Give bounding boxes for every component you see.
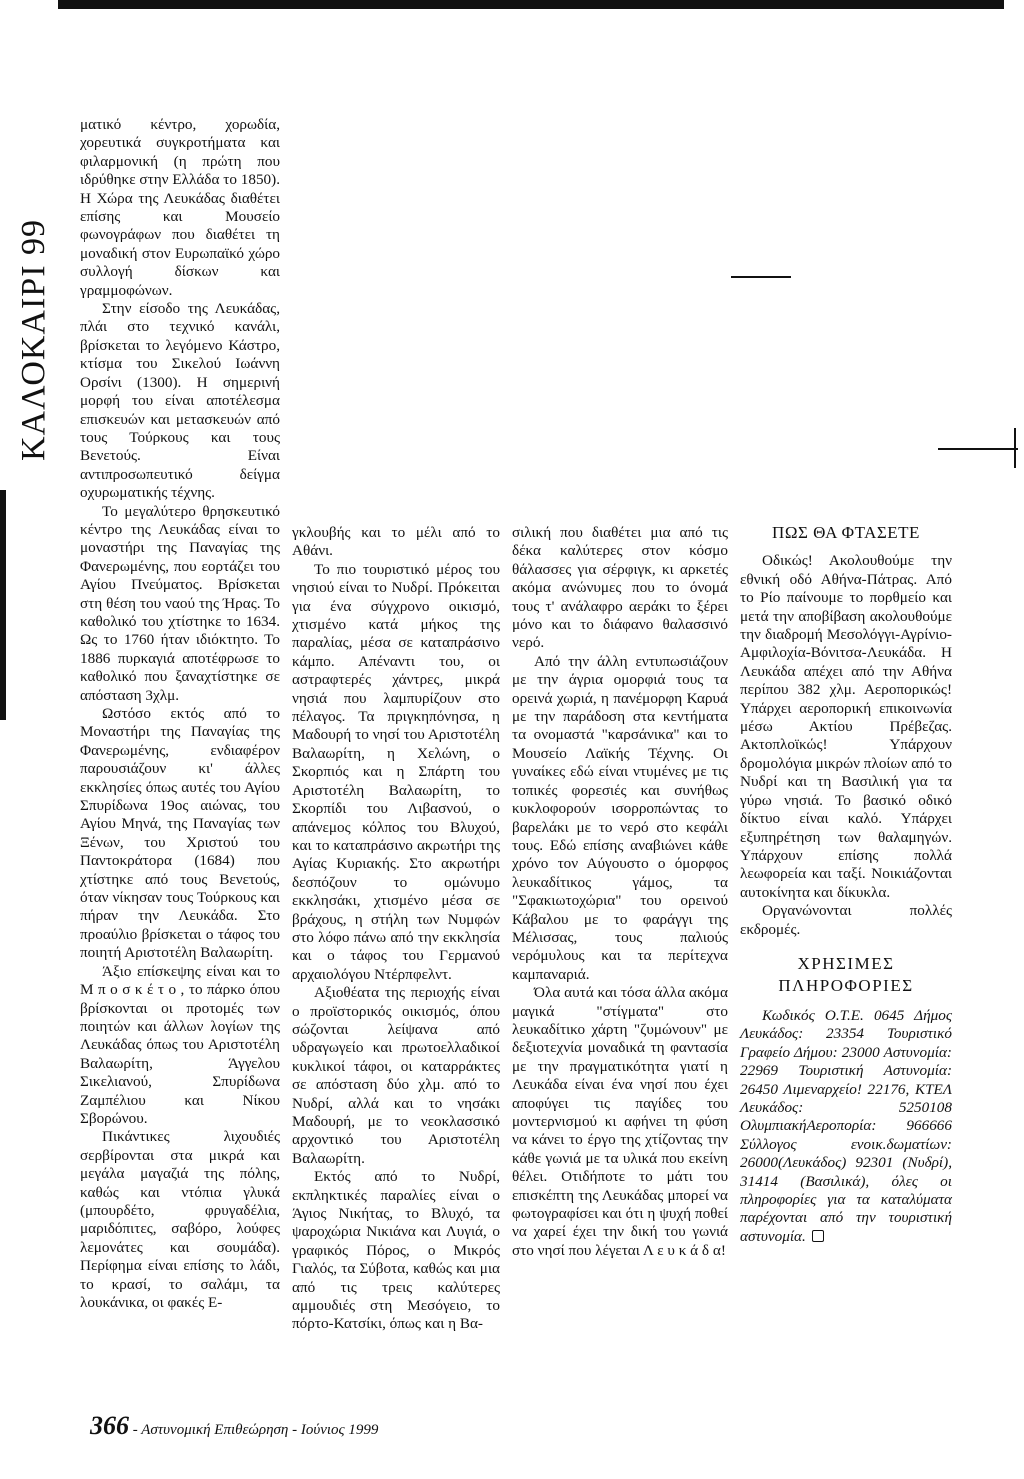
footer-text: - Αστυνομική Επιθεώρηση - Ιούνιος 1999 [129,1422,379,1438]
paragraph: Πικάντικες λιχουδιές σερβίρονται στα μικρά και μεγάλα μαγαζιά της πόλης, καθώς και ντόπια γλυκά (μπουρδέτο, φρυγαδέλια, μαριδόπιτες, σαβόρο, λούφες λεμονάτες και σουμάδα). Περίφημα είναι επίσης το λάδι, το κρασί, το σαλάμι, τα λουκάνικα, οι φακές Ε- [80,1128,280,1311]
paragraph: Εκτός από το Νυδρί, εκπληκτικές παραλίες είναι ο Άγιος Νικήτας, το Βλυχό, τα ψαροχώρια Νικιάνα και Λυγιά, ο γραφικός Πόρος, ο Μικρός Γιαλός, τα Σύβοτα, καθώς και μια από τις τρεις καλύτερες αμμουδιές στη Μεσόγειο, το πόρτο-Κατσίκι, όπως και η Βα- [292,1168,500,1333]
column-2 [292,524,500,1334]
left-margin-bar [0,490,6,720]
paragraph: Οδικώς! Ακολουθούμε την εθνική οδό Αθήνα-Πάτρας. Από το Ρίο παίνουμε το πορθμείο και μετά την αποβίβαση ακολουθούμε την διαδρομή Μεσολόγγι-Αγρίνιο-Αμφιλοχία-Βόνιτσα-Λευκάδα. Η Λευκάδα απέχει από την Αθήνα περίπου 382 χλμ. Αεροπορικώς! Υπάρχει αεροπορική επικοινωνία μέσω Ακτίου Πρέβεζας. Ακτοπλοϊκώς! Υπάρχουν δρομολόγια μικρών πλοίων από το Νυδρί και τη Βασιλική για τα γύρω νησιά. Το βασικό οδικό δίκτυο είναι καλό. Υπάρχει εξυπηρέτηση των θαλαμηγών. Υπάρχουν επίσης πολλά λεωφορεία και ταξί. Νοικιάζονται αυτοκίνητα και δίκυκλα. [740,552,952,901]
column-4-sidebar [740,524,952,1246]
decorative-rule [938,448,1018,450]
page-footer [90,1411,378,1441]
paragraph: Όλα αυτά και τόσα άλλα ακόμα μαγικά "στίγματα" στο λευκαδίτικο χάρτη "ζυμώνουν" με δεξιοτεχνία μοναδικά τη φαντασία με την πραγματικότητα γιατί η Λευκάδα είναι ένα νησί που έχει αποφύγει τις παγίδες του μοντερνισμού κι αφήνει τη φύση να κάνει το έργο της χτίζοντας την κάθε γωνιά με τα υλικά που εκείνη θέλει. Οτιδήποτε το μάτι του επισκέπτη της Λευκάδας μπορεί να φωτογραφίσει και ότι η ψυχή ποθεί να χαρεί έχει την δική του γωνιά στο νησί που λέγεται Λ ε υ κ ά δ α! [512,984,728,1259]
side-title-text: ΚΑΛΟΚΑΙΡΙ 99 [15,218,52,462]
paragraph: Από την άλλη εντυπωσιάζουν με την άγρια ομορφιά τους τα ορεινά χωριά, η πανέμορφη Καρυά με την παράδοση στα κεντήματα τα ονομαστά "καρσάνικα" και το Μουσείο Λαϊκής Τέχνης. Οι γυναίκες εδώ είναι ντυμένες με τις τοπικές φορεσιές και συνήθως κυκλοφορούν ισορροπώντας το βαρελάκι με το νερό στο κεφάλι τους. Εδώ επίσης αναβιώνει κάθε χρόνο τον Αύγουστο ο όμορφος λευκαδίτικος γάμος, τα "Σφακιωτοχώρια" του ορεινού Κάβαλου με το φαράγγι της Μέλισσας, τους παλιούς νερόμυλους και τα περίτεχνα καμπαναριά. [512,652,728,983]
heading-line: ΧΡΗΣΙΜΕΣ [797,953,895,973]
paragraph: Το πιο τουριστικό μέρος του νησιού είναι το Νυδρί. Πρόκειται για ένα σύγχρονο οικισμό, χτισμένο κατά μήκος της παραλίας, μέσα σε καταπράσινο κάμπο. Απέναντι του, οι αστραφτερές χάντρες, μικρά νησιά που λαμπυρίζουν στο πέλαγος. Τα πριγκηπόνησα, η Μαδουρή το νησί του Αριστοτέλη Βαλαωρίτη, η Χελώνη, ο Σκορπιός και η Σπάρτη του Αριστοτέλη Βαλαωρίτη, το Σκορπίδι του Λιβασνού, ο απάνεμος κόλπος του Βλυχού, και το καταπράσινο ακρωτήρι της Αγίας Κυριακής. Στο ακρωτήρι δεσπόζουν το ομώνυμο εκκλησάκι, χτισμένο μέσα σε βράχους, η στήλη των Νυμφών στο λόφο πάνω από την εκκλησία και ο τάφος του Γερμανού αρχαιολόγου Ντέρπφελντ. [292,560,500,983]
decorative-rule [1014,428,1016,468]
column-3 [512,524,728,1260]
heading-line: ΠΛΗΡΟΦΟΡΙΕΣ [778,975,914,995]
section-side-title [12,210,56,470]
paragraph: σιλική που διαθέτει μια από τις δέκα καλύτερες στον κόσμο θάλασσες για σέρφιγκ, κι αρκετές ακόμα ανώνυμες που το όνομά τους τ' ανάλαφρο αεράκι το ξέρει μόνο και το διάφανο θαλασσινό νερό. [512,524,728,652]
end-mark-icon [812,1230,824,1242]
paragraph: Το μεγαλύτερο θρησκευτικό κέντρο της Λευκάδας είναι το μοναστήρι της Παναγίας της Φανερωμένης, που εορτάζει του Αγίου Πνεύματος. Βρίσκεται στη θέση του ναού της Ήρας. Το καθολικό του χτίστηκε το 1634. Ως το 1760 ήταν ιδιόκτητο. Το 1886 πυρκαγιά αποτέφρωσε το καθολικό που ξαναχτίστηκε σε απόσταση 3χλμ. [80,502,280,704]
info-text: Κωδικός Ο.Τ.Ε. 0645 Δήμος Λευκάδος: 23354 Τουριστικό Γραφείο Δήμου: 23000 Αστυνομία: 22969 Τουριστική Αστυνομία: 26450 Λιμεναρχείο! 22176, ΚΤΕΛ Λευκάδος: 5250108 ΟλυμπιακήΑεροπορία: 966666 Σύλλογος ενοικ.δωματίων: 26000(Λευκάδος) 92301 (Νυδρί), 31414 (Βασιλικά), όλες οι πληροφορίες για τα καταλύματα παρέχονται από την τουριστική αστυνομία. [740,1006,952,1245]
paragraph: ματικό κέντρο, χορωδία, χορευτικά συγκροτήματα και φιλαρμονική (η πρώτη που ιδρύθηκε στην Ελλάδα το 1850). Η Χώρα της Λευκάδας διαθέτει επίσης και Μουσείο φωνογράφων που διαθέτει τη μοναδική στον Ευρωπαϊκό χώρο συλλογή δίσκων και γραμμοφώνων. [80,116,280,299]
paragraph: Οργανώνονται πολλές εκδρομές. [740,902,952,938]
useful-info-heading [740,953,952,997]
paragraph: Ωστόσο εκτός από το Μοναστήρι της Παναγίας της Φανερωμένης, ενδιαφέρον παρουσιάζουν κι' άλλες εκκλησίες όπως αυτές του Αγίου Σπυρίδωνα 19ος αιώνας, του Αγίου Μηνά, της Παναγίας των Ξένων, του Χριστού του Παντοκράτορα (1684) που χτίστηκε από τους Βενετούς, όταν νίκησαν τους Τούρκους και πήραν την Λευκάδα. Στο προαύλιο βρίσκεται ο τάφος του ποιητή Αριστοτέλη Βαλαωρίτη. [80,705,280,962]
paragraph: γκλουβής και το μέλι από το Αθάνι. [292,524,500,560]
column-1 [80,116,280,1312]
page-number: 366 [90,1411,129,1440]
paragraph: Άξιο επίσκεψης είναι και το Μ π ο σ κ έ τ ο , το πάρκο όπου βρίσκονται οι προτομές των ποιητών και άλλων λογίων της Λευκάδας όπως του Αριστοτέλη Βαλαωρίτη, Άγγελου Σικελιανού, Σπυρίδωνα Ζαμπέλιου και Νίκου Σβορώνου. [80,962,280,1127]
how-to-get-there-heading: ΠΩΣ ΘΑ ΦΤΑΣΕΤΕ [772,523,920,542]
decorative-rule [731,276,791,278]
top-border-bar [58,0,1004,9]
paragraph: Στην είσοδο της Λευκάδας, πλάι στο τεχνικό κανάλι, βρίσκεται το λεγόμενο Κάστρο, κτίσμα του Σικελού Ιωάννη Ορσίνι (1300). Η σημερινή μορφή του είναι αποτέλεσμα επισκευών και μετασκευών από τους Τούρκους και τους Βενετούς. Είναι αντιπροσωπευτικό δείγμα οχυρωματικής τέχνης. [80,300,280,502]
useful-info-text [740,1007,952,1246]
paragraph: Αξιοθέατα της περιοχής είναι ο προϊστορικός οικισμός, όπου σώζονται λείψανα από υδραγωγείο και πρωτοελλαδικοί κυκλικοί τάφοι, οι καταρράκτες σε απόσταση δύο χλμ. από το Νυδρί, αλλά και το νησάκι Μαδουρή, με το νεοκλασσικό αρχοντικό του Αριστοτέλη Βαλαωρίτη. [292,984,500,1167]
